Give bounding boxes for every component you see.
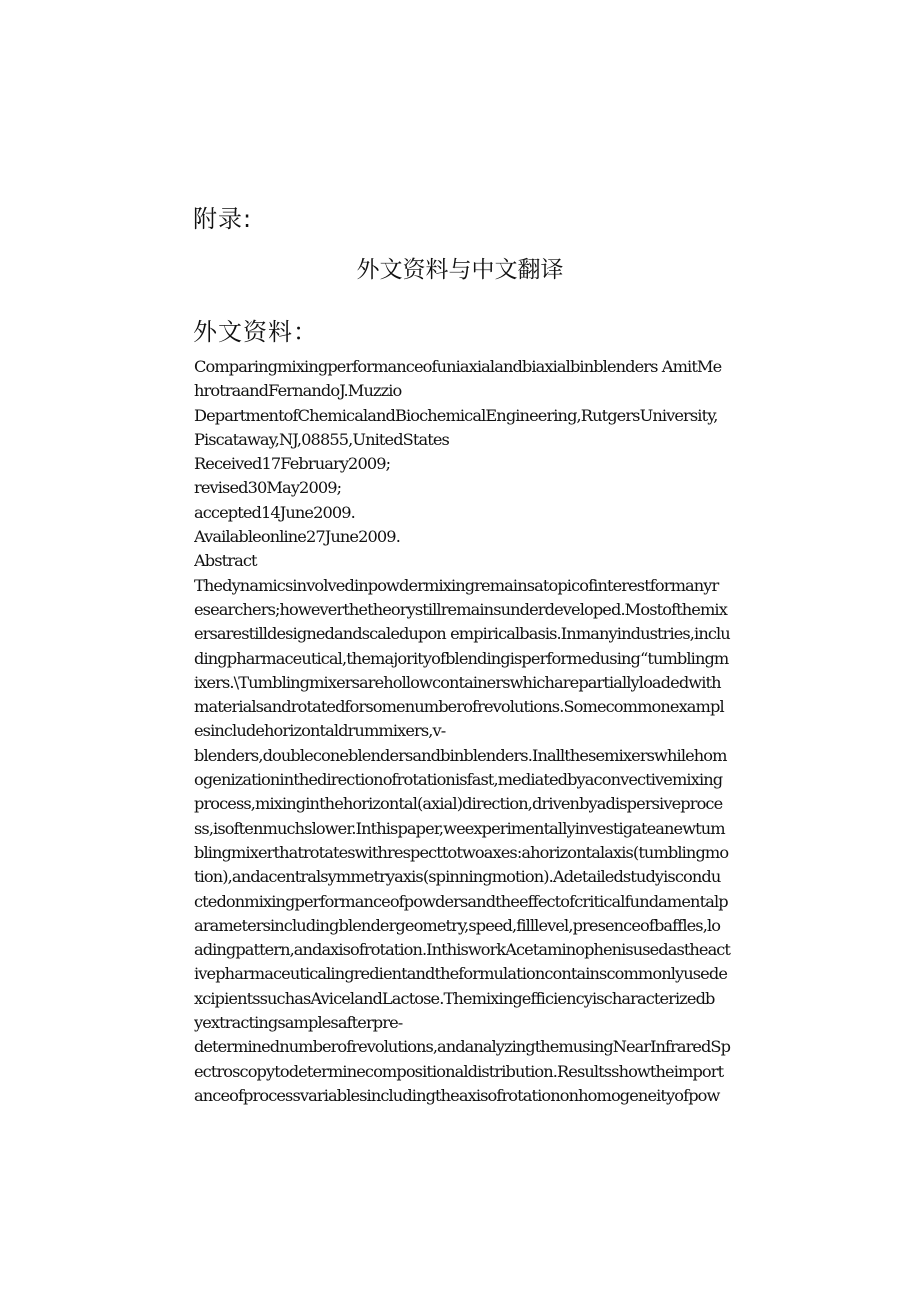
appendix-label: 附录:	[193, 205, 253, 233]
text-line: ctedonmixingperformanceofpowdersandtheeffectofcriticalfundamentalp	[194, 891, 728, 911]
text-line: esearchers;howeverthetheorystillremainsunderdeveloped.Mostofthemix	[194, 599, 727, 619]
text-line: ersarestilldesignedandscaledupon empiricalbasis.Inmanyindustries,inclu	[194, 624, 730, 644]
text-line: determinednumberofrevolutions,andanalyzingthemusingNearInfraredSp	[194, 1037, 730, 1057]
text-line: esincludehorizontaldrummixers,v-	[194, 721, 446, 741]
section-heading: 外文资料：	[193, 318, 318, 346]
text-line: Thedynamicsinvolvedinpowdermixingremainsatopicofinterestformanyr	[194, 575, 719, 595]
text-line: ixers.\Tumblingmixersarehollowcontainerswhicharepartiallyloadedwith	[194, 672, 721, 692]
page-title: 外文资料与中文翻译	[356, 257, 564, 283]
text-line: dingpharmaceutical,themajorityofblendingisperformedusing“tumblingm	[194, 648, 729, 668]
text-line: ivepharmaceuticalingredientandtheformulationcontainscommonlyusede	[194, 964, 728, 984]
text-line: blenders,doubleconeblendersandbinblenders.Inallthesemixerswhilehom	[194, 745, 727, 765]
text-line: blingmixerthatrotateswithrespecttotwoaxes:ahorizontalaxis(tumblingmo	[194, 842, 729, 862]
text-line: ectroscopytodeterminecompositionaldistribution.Resultsshowtheimport	[194, 1061, 724, 1081]
text-line: ogenizationinthedirectionofrotationisfast,mediatedbyaconvectivemixing	[194, 770, 723, 790]
text-line: Comparingmixingperformanceofuniaxialandbiaxialbinblenders AmitMe	[194, 357, 722, 376]
text-line: DepartmentofChemicalandBiochemicalEngineering,RutgersUniversity,	[194, 405, 718, 425]
text-line: anceofprocessvariablesincludingtheaxisofrotationonhomogeneityofpow	[194, 1085, 720, 1105]
text-line: accepted14June2009.	[194, 502, 355, 522]
text-line: revised30May2009;	[194, 478, 342, 498]
text-line: hrotraandFernandoJ.Muzzio	[194, 381, 402, 401]
text-line: adingpattern,andaxisofrotation.InthisworkAcetaminophenisusedastheact	[194, 940, 730, 960]
text-line: process,mixinginthehorizontal(axial)direction,drivenbyadispersiveproce	[194, 794, 723, 814]
text-line: Availableonline27June2009.	[194, 527, 400, 547]
text-line: arametersincludingblendergeometry,speed,filllevel,presenceofbaffles,lo	[194, 915, 721, 935]
text-line: xcipientssuchasAvicelandLactose.Themixingefficiencyischaracterizedb	[194, 988, 715, 1008]
text-line: tion),andacentralsymmetryaxis(spinningmotion).Adetailedstudyiscondu	[194, 867, 721, 887]
body-text	[194, 355, 734, 1108]
text-line: Received17February2009;	[194, 454, 391, 474]
text-line: Piscataway,NJ,08855,UnitedStates	[194, 429, 449, 449]
text-line: materialsandrotatedforsomenumberofrevolutions.Somecommonexampl	[194, 697, 724, 717]
text-line: Abstract	[194, 551, 257, 571]
text-line: ss,isoftenmuchslower.Inthispaper,weexperimentallyinvestigateanewtum	[194, 818, 725, 838]
text-line: yextractingsamplesafterpre-	[194, 1013, 403, 1033]
